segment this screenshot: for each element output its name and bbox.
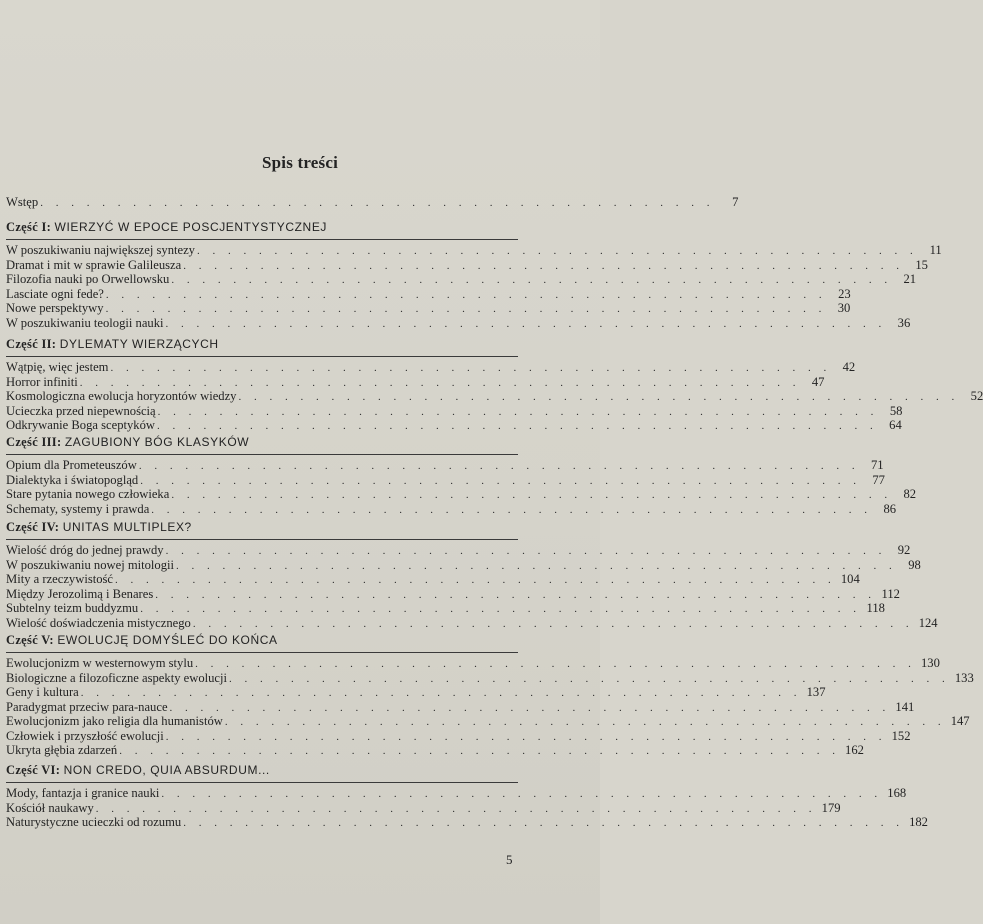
- entry-page: 7: [732, 195, 739, 209]
- part-divider: [6, 782, 518, 783]
- entry-page: 137: [806, 685, 826, 699]
- leader-dots: . . . . . . . . . . . . . . . . . . . . . . . . . . . . . . . . . . . . . . . . . . . . . . .: [95, 802, 817, 815]
- leader-dots: . . . . . . . . . . . . . . . . . . . . . . . . . . . . . . . . . . . . . . . . . . . . . . .: [171, 489, 893, 501]
- entry-title: Mity a rzeczywistość: [6, 572, 114, 586]
- toc-entry: [6, 286, 851, 302]
- toc-entry: [6, 699, 915, 715]
- entry-title: Ewolucjonizm w westernowym stylu: [6, 656, 194, 670]
- toc-part-4: [6, 519, 938, 630]
- toc-entry: [6, 458, 884, 473]
- part-heading: [6, 434, 520, 451]
- toc-entry-intro: [6, 195, 739, 210]
- leader-dots: . . . . . . . . . . . . . . . . . . . . . . . . . . . . . . . . . . . . . . . . . . . . . . .: [238, 391, 960, 403]
- entry-page: 118: [866, 601, 885, 615]
- entry-title: Ewolucjonizm jako religia dla humanistów: [6, 714, 223, 728]
- entry-title: Filozofia nauki po Orwellowsku: [6, 272, 170, 286]
- part-number: Część VI:: [6, 763, 61, 777]
- entry-page: 58: [889, 403, 903, 418]
- toc-entry: [6, 243, 942, 258]
- part-divider: [6, 652, 518, 653]
- entry-page: 47: [811, 374, 825, 389]
- part-heading: [6, 336, 520, 353]
- entry-page: 77: [872, 472, 885, 487]
- entry-title: Wielość dróg do jednej prawdy: [6, 543, 164, 557]
- part-divider: [6, 539, 518, 540]
- toc-entry: [6, 670, 974, 686]
- entry-page: 152: [891, 728, 911, 743]
- part-name: EWOLUCJĘ DOMYŚLEĆ DO KOŃCA: [57, 633, 278, 647]
- entry-page: 104: [840, 572, 860, 586]
- part-name: DYLEMATY WIERZĄCYCH: [59, 337, 219, 351]
- leader-dots: . . . . . . . . . . . . . . . . . . . . . . . . . . . . . . . . . . . . . . . . . . . . . . .: [115, 574, 836, 586]
- entry-title: Biologiczne a filozoficzne aspekty ewolucji: [6, 670, 228, 685]
- entry-title: Kościół naukawy: [6, 800, 94, 815]
- entry-page: 168: [887, 786, 907, 800]
- entry-title: Mody, fantazja i granice nauki: [6, 786, 160, 800]
- entry-page: 182: [909, 815, 928, 829]
- toc-entry: [6, 374, 825, 390]
- leader-dots: . . . . . . . . . . . . . . . . . . . . . . . . . . . . . . . . . . . . . . . . . . . . . . .: [229, 672, 950, 685]
- toc-entry: [6, 418, 902, 433]
- page-number: 5: [506, 852, 513, 867]
- entry-page: 15: [915, 257, 928, 272]
- toc-entry: [6, 389, 983, 404]
- toc-part-3: [6, 434, 917, 516]
- part-heading: [6, 519, 520, 536]
- part-number: Część V:: [6, 633, 54, 647]
- entry-page: 52: [970, 389, 983, 403]
- toc-entry: [6, 656, 940, 671]
- leader-dots: . . . . . . . . . . . . . . . . . . . . . . . . . . . . . . . . . . . . . . . . . . . . . . .: [157, 420, 878, 432]
- entry-title: Paradygmat przeciw para-nauce: [6, 699, 168, 714]
- toc-entry: [6, 815, 928, 830]
- toc-entry: [6, 257, 928, 273]
- entry-page: 21: [903, 272, 917, 286]
- entry-title: Dramat i mit w sprawie Galileusza: [6, 257, 182, 272]
- part-name: UNITAS MULTIPLEX?: [62, 520, 192, 534]
- entry-title: Lasciate ogni fede?: [6, 286, 104, 301]
- leader-dots: . . . . . . . . . . . . . . . . . . . . . . . . . . . . . . . . . . . . . . . . . . . . . . .: [79, 376, 801, 389]
- entry-page: 30: [837, 301, 851, 315]
- leader-dots: . . . . . . . . . . . . . . . . . . . . . . . . . . . . . . . . . . . . . . . . . . . . . . .: [171, 274, 893, 286]
- entry-page: 133: [954, 670, 974, 685]
- entry-title: Opium dla Prometeuszów: [6, 458, 137, 472]
- part-name: NON CREDO, QUIA ABSURDUM...: [63, 763, 270, 777]
- toc-entry: [6, 615, 938, 631]
- entry-title: Naturystyczne ucieczki od rozumu: [6, 815, 182, 829]
- entry-page: 112: [881, 586, 900, 601]
- toc-entry: [6, 685, 826, 700]
- part-heading: [6, 762, 520, 779]
- entry-page: 98: [908, 557, 921, 572]
- entry-title: Geny i kultura: [6, 685, 79, 699]
- toc-entry: [6, 586, 900, 602]
- toc-entry: [6, 315, 911, 331]
- toc-entry: [6, 601, 885, 616]
- entry-page: 147: [950, 714, 970, 728]
- leader-dots: . . . . . . . . . . . . . . . . . . . . . . . . . . . . . . . . . . . . . . . . . . . . . . .: [176, 559, 897, 572]
- toc-entry: [6, 501, 897, 517]
- leader-dots: . . . . . . . . . . . . . . . . . . . . . . . . . . . . . . . . . . . . . . . . . . . . . . .: [183, 817, 904, 829]
- leader-dots: . . . . . . . . . . . . . . . . . . . . . . . . . . . . . . . . . . . . . . . . . . . . . . .: [192, 617, 914, 630]
- toc-entry: [6, 800, 841, 816]
- leader-dots: . . . . . . . . . . . . . . . . . . . . . . . . . . . . . . . . . . . . . . . . . . . . . . .: [224, 716, 946, 728]
- leader-dots: . . . . . . . . . . . . . . . . . . . . . . . . . . . . . . . . . . . . . . . . . . . . . . .: [157, 405, 879, 418]
- entry-page: 11: [929, 243, 942, 257]
- toc-entry: [6, 786, 907, 801]
- leader-dots: . . . . . . . . . . . . . . . . . . . . . . . . . . . . . . . . . . . . . . . . . . . . . . .: [105, 303, 827, 315]
- leader-dots: . . . . . . . . . . . . . . . . . . . . . . . . . . . . . . . . . . . . . . . . . . . . . . .: [140, 603, 861, 615]
- leader-dots: . . . . . . . . . . . . . . . . . . . . . . . . . . . . . . . . . . . . . . . . . . . . . . .: [155, 588, 876, 601]
- part-divider: [6, 356, 518, 357]
- toc-entry: [6, 543, 911, 558]
- page-title: Spis treści: [261, 153, 339, 172]
- toc-entry: [6, 360, 856, 375]
- entry-page: 82: [903, 487, 917, 501]
- entry-page: 42: [842, 360, 856, 374]
- leader-dots: . . . . . . . . . . . . . . . . . . . . . . . . . . . . . . . . . . . . . . . . . . . . . . .: [165, 545, 887, 557]
- leader-dots: . . . . . . . . . . . . . . . . . . . . . . . . . . . . . . . . . . . . . . . . . . . .: [40, 197, 715, 209]
- toc-entry: [6, 714, 970, 729]
- leader-dots: . . . . . . . . . . . . . . . . . . . . . . . . . . . . . . . . . . . . . . . . . . . . . . .: [161, 788, 883, 800]
- part-number: Część II:: [6, 337, 57, 351]
- leader-dots: . . . . . . . . . . . . . . . . . . . . . . . . . . . . . . . . . . . . . . . . . . . . . . .: [151, 503, 873, 516]
- entry-title: Wstęp: [6, 195, 39, 209]
- entry-title: Horror infiniti: [6, 374, 78, 389]
- entry-page: 130: [921, 656, 940, 670]
- entry-title: Wątpię, więc jestem: [6, 360, 109, 374]
- entry-title: Stare pytania nowego człowieka: [6, 487, 170, 501]
- entry-title: Subtelny teizm buddyzmu: [6, 601, 139, 615]
- entry-page: 179: [821, 800, 841, 815]
- entry-page: 141: [895, 699, 915, 714]
- part-heading: [6, 632, 520, 649]
- part-name: ZAGUBIONY BÓG KLASYKÓW: [64, 435, 250, 449]
- leader-dots: . . . . . . . . . . . . . . . . . . . . . . . . . . . . . . . . . . . . . . . . . . . . . . .: [105, 288, 827, 301]
- toc-part-6: [6, 762, 928, 830]
- entry-title: Dialektyka i światopogląd: [6, 472, 139, 487]
- part-divider: [6, 454, 518, 455]
- leader-dots: . . . . . . . . . . . . . . . . . . . . . . . . . . . . . . . . . . . . . . . . . . . . . . .: [119, 745, 840, 757]
- toc-part-2: [6, 336, 983, 433]
- toc-entry: [6, 472, 885, 488]
- toc-entry: [6, 487, 917, 502]
- leader-dots: . . . . . . . . . . . . . . . . . . . . . . . . . . . . . . . . . . . . . . . . . . . . . . .: [196, 245, 918, 257]
- leader-dots: . . . . . . . . . . . . . . . . . . . . . . . . . . . . . . . . . . . . . . . . . . . . . . .: [165, 317, 887, 330]
- toc-entry: [6, 403, 903, 419]
- part-number: Część III:: [6, 435, 62, 449]
- toc-entry: [6, 557, 921, 573]
- leader-dots: . . . . . . . . . . . . . . . . . . . . . . . . . . . . . . . . . . . . . . . . . . . . . . .: [138, 460, 860, 472]
- entry-title: Ukryta głębia zdarzeń: [6, 743, 118, 757]
- entry-title: W poszukiwaniu największej syntezy: [6, 243, 195, 257]
- leader-dots: . . . . . . . . . . . . . . . . . . . . . . . . . . . . . . . . . . . . . . . . . . . . . . .: [140, 474, 861, 487]
- entry-title: Człowiek i przyszłość ewolucji: [6, 728, 164, 743]
- toc-entry: [6, 301, 851, 316]
- part-divider: [6, 239, 518, 240]
- entry-title: Wielość doświadczenia mistycznego: [6, 615, 191, 630]
- entry-title: W poszukiwaniu teologii nauki: [6, 315, 164, 330]
- entry-title: Między Jerozolimą i Benares: [6, 586, 154, 601]
- entry-title: W poszukiwaniu nowej mitologii: [6, 557, 175, 572]
- toc-entry: [6, 728, 911, 744]
- entry-title: Nowe perspektywy: [6, 301, 104, 315]
- entry-page: 23: [838, 286, 851, 301]
- leader-dots: . . . . . . . . . . . . . . . . . . . . . . . . . . . . . . . . . . . . . . . . . . . . . . .: [165, 730, 887, 743]
- entry-title: Kosmologiczna ewolucja horyzontów wiedzy: [6, 389, 237, 403]
- entry-page: 36: [897, 315, 911, 330]
- leader-dots: . . . . . . . . . . . . . . . . . . . . . . . . . . . . . . . . . . . . . . . . . . . . . . .: [80, 687, 802, 699]
- toc-part-1: [6, 219, 942, 330]
- part-number: Część IV:: [6, 520, 60, 534]
- leader-dots: . . . . . . . . . . . . . . . . . . . . . . . . . . . . . . . . . . . . . . . . . . . . . . .: [195, 658, 916, 670]
- leader-dots: . . . . . . . . . . . . . . . . . . . . . . . . . . . . . . . . . . . . . . . . . . . . . . .: [110, 362, 832, 374]
- entry-page: 124: [918, 615, 938, 630]
- toc-entry: [6, 743, 864, 758]
- leader-dots: . . . . . . . . . . . . . . . . . . . . . . . . . . . . . . . . . . . . . . . . . . . . . . .: [169, 701, 891, 714]
- entry-title: Odkrywanie Boga sceptyków: [6, 418, 155, 432]
- entry-title: Schematy, systemy i prawda: [6, 501, 150, 516]
- entry-page: 162: [845, 743, 864, 757]
- part-name: WIERZYĆ W EPOCE POSCJENTYSTYCZNEJ: [54, 220, 328, 234]
- toc-part-5: [6, 632, 974, 758]
- toc-entry: [6, 572, 860, 587]
- entry-page: 64: [889, 418, 902, 432]
- entry-page: 92: [897, 543, 911, 557]
- part-heading: [6, 219, 520, 236]
- entry-title: Ucieczka przed niepewnością: [6, 403, 156, 418]
- part-number: Część I:: [6, 220, 52, 234]
- leader-dots: . . . . . . . . . . . . . . . . . . . . . . . . . . . . . . . . . . . . . . . . . . . . . . .: [183, 259, 904, 272]
- toc-entry: [6, 272, 917, 287]
- entry-page: 71: [870, 458, 884, 472]
- entry-page: 86: [883, 501, 897, 516]
